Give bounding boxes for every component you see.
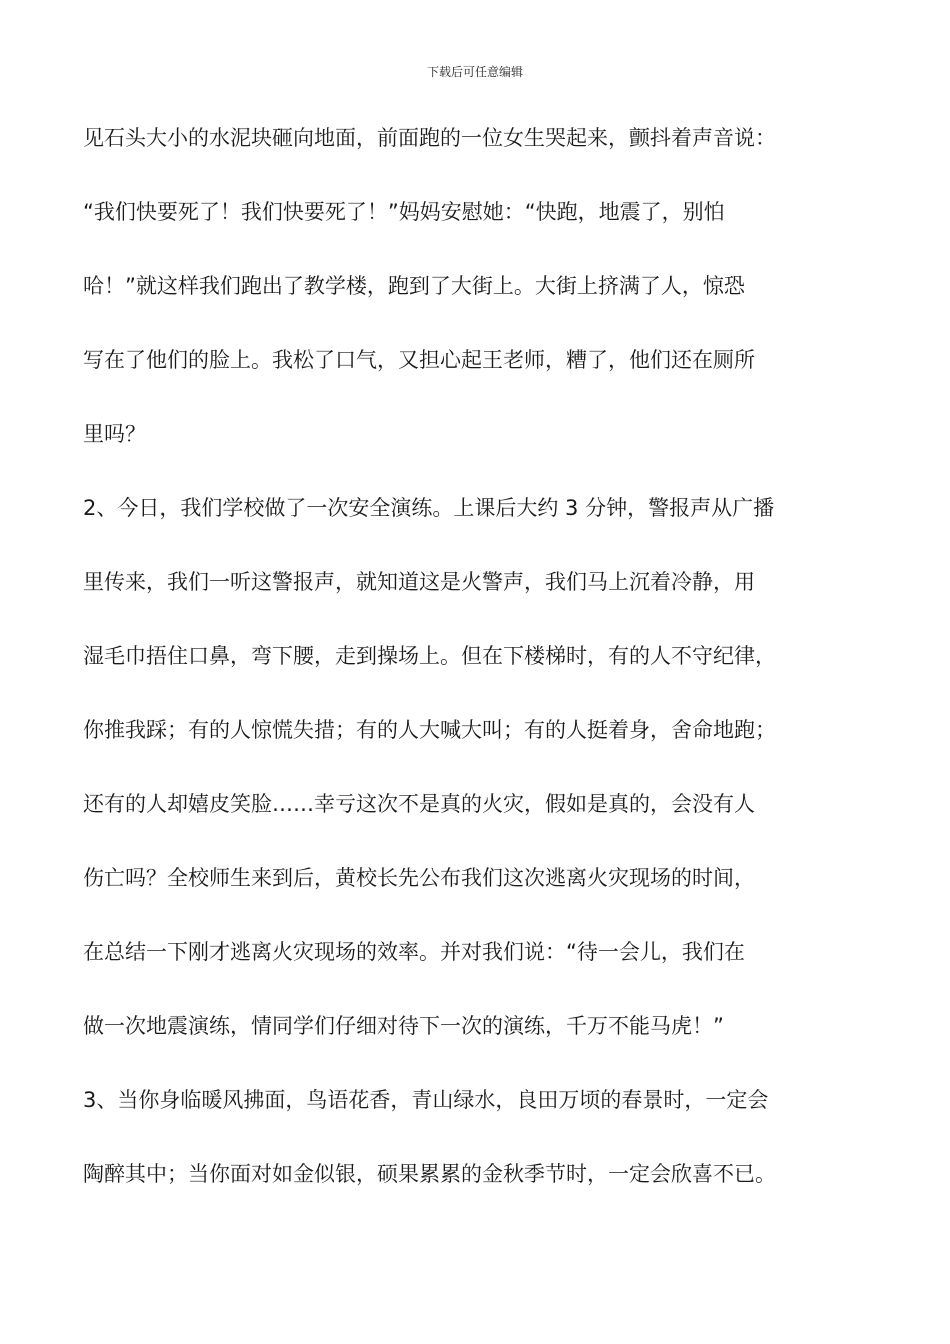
body-line: 3、当你身临暖风拂面，鸟语花香，青山绿水，良田万顷的春景时，一定会 [83, 1088, 769, 1112]
body-line: 还有的人却嬉皮笑脸……幸亏这次不是真的火灾，假如是真的，会没有人 [83, 792, 755, 816]
body-line: 陶醉其中；当你面对如金似银，硕果累累的金秋季节时，一定会欣喜不已。 [83, 1162, 776, 1186]
body-line: 你推我踩；有的人惊慌失措；有的人大喊大叫；有的人挺着身，舍命地跑； [83, 718, 776, 742]
body-line: 在总结一下刚才逃离火灾现场的效率。并对我们说：“待一会儿，我们在 [83, 940, 745, 964]
body-line: 2、今日，我们学校做了一次安全演练。上课后大约 3 分钟，警报声从广播 [83, 496, 775, 520]
body-line: 里吗？ [83, 422, 146, 446]
body-line: 伤亡吗？全校师生来到后，黄校长先公布我们这次逃离火灾现场的时间， [83, 866, 755, 890]
page-header-note: 下载后可任意编辑 [426, 65, 523, 79]
body-line: 见石头大小的水泥块砸向地面，前面跑的一位女生哭起来，颤抖着声音说： [83, 126, 776, 150]
body-line: 湿毛巾捂住口鼻，弯下腰，走到操场上。但在下楼梯时，有的人不守纪律， [83, 644, 776, 668]
body-line: 做一次地震演练，情同学们仔细对待下一次的演练，千万不能马虎！” [83, 1014, 724, 1038]
body-line: 里传来，我们一听这警报声，就知道这是火警声，我们马上沉着冷静，用 [83, 570, 755, 594]
body-line: 写在了他们的脸上。我松了口气，又担心起王老师，糟了，他们还在厕所 [83, 348, 755, 372]
body-line: “我们快要死了！我们快要死了！”妈妈安慰她：“快跑，地震了，别怕 [83, 200, 725, 224]
body-line: 哈！”就这样我们跑出了教学楼，跑到了大街上。大街上挤满了人，惊恐 [83, 274, 745, 298]
